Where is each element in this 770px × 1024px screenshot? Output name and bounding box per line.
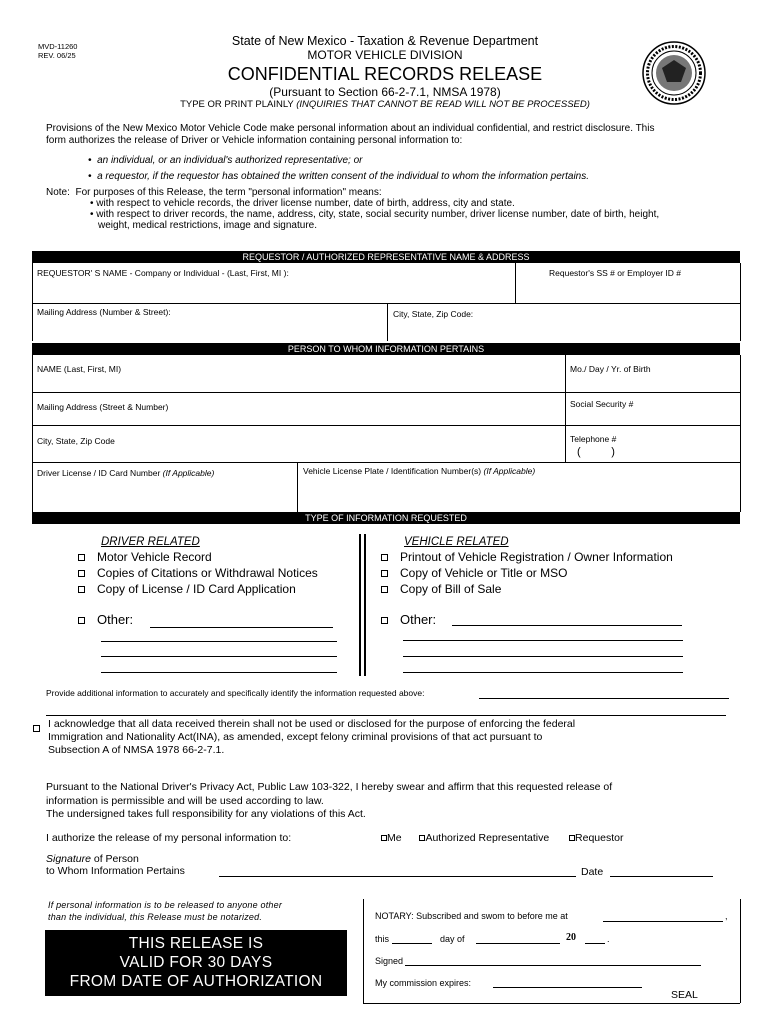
ack-checkbox[interactable]: [33, 720, 40, 738]
person-ssn-label: Social Security #: [570, 399, 634, 409]
vehicle-other-line-4[interactable]: [403, 672, 683, 673]
requestor-name-field[interactable]: [34, 280, 514, 302]
requestor-name-label: REQUESTOR' S NAME - Company or Individual - (Last, First, MI ):: [37, 268, 289, 278]
intro-text: Provisions of the New Mexico Motor Vehicle Code make personal information about an individual confidential, and restrict disclosure. This form authorizes the release of Driver or Vehicle information containing personal information to:: [46, 123, 655, 146]
note-text: Note: For purposes of this Release, the term "personal information" means: • with respect to vehicle records, the driver license number, date of birth, address, city and state. • with respect to driver records, the name, address, city, state, social security number, driver license number, date of birth, height, weight, medical restrictions, image and signature.: [46, 187, 660, 231]
checkbox[interactable]: [381, 570, 388, 577]
person-phone-field[interactable]: ( ): [577, 446, 615, 458]
checkbox[interactable]: [78, 554, 85, 561]
date-line[interactable]: [610, 876, 713, 877]
vehicle-option-registration[interactable]: Printout of Vehicle Registration / Owner Information: [381, 550, 673, 564]
requestor-ssn-label: Requestor's SS # or Employer ID #: [549, 268, 682, 278]
vehicle-other-line-1[interactable]: [452, 625, 682, 626]
validity-notice: THIS RELEASE IS VALID FOR 30 DAYS FROM DATE OF AUTHORIZATION: [45, 930, 347, 996]
notary-this-label: this: [375, 934, 390, 944]
additional-info-line-2[interactable]: [46, 715, 726, 716]
form-id: MVD-11260 REV. 06/25: [38, 42, 78, 60]
signature-label: Signature of Person to Whom Information Pertains: [46, 853, 185, 877]
intro-bullets: • an individual, or an individual's authorized representative; or • a requestor, if the requestor has obtained the written consent of the individual to whom the information pertains.: [88, 155, 590, 182]
checkbox[interactable]: [78, 570, 85, 577]
notary-signed-label: Signed: [375, 956, 404, 966]
checkbox[interactable]: [78, 586, 85, 593]
person-dl-label: Driver License / ID Card Number (If Applicable): [37, 468, 215, 478]
driver-other-line-1[interactable]: [150, 627, 333, 628]
additional-info-label: Provide additional information to accurately and specifically identify the information requested above:: [46, 688, 425, 698]
agency-name: State of New Mexico - Taxation & Revenue Department: [231, 34, 539, 48]
requestor-ssn-field[interactable]: [517, 280, 739, 302]
page-title: CONFIDENTIAL RECORDS RELEASE: [227, 64, 543, 84]
checkbox[interactable]: [381, 554, 388, 561]
vehicle-other-line-2[interactable]: [403, 640, 683, 641]
person-plate-label: Vehicle License Plate / Identification Number(s) (If Applicable): [303, 466, 536, 476]
driver-other-line-4[interactable]: [101, 672, 337, 673]
division-name: MOTOR VEHICLE DIVISION: [307, 48, 463, 62]
person-name-field[interactable]: [34, 376, 562, 391]
pursuant-line: (Pursuant to Section 66-2-7.1, NMSA 1978): [269, 85, 501, 99]
person-mailing-field[interactable]: [34, 412, 562, 424]
opt-requestor[interactable]: Requestor: [569, 832, 623, 844]
notary-month-line[interactable]: [476, 943, 560, 944]
notarize-warning: If personal information is to be released to anyone other than the individual, this Release must be notarized.: [48, 900, 283, 922]
state-seal-icon: [641, 40, 707, 106]
column-divider: [359, 534, 361, 676]
person-dob-label: Mo./ Day / Yr. of Birth: [570, 364, 651, 374]
person-dl-field[interactable]: [34, 480, 296, 510]
signature-line[interactable]: [219, 876, 576, 877]
info-type-section-bar: TYPE OF INFORMATION REQUESTED: [32, 512, 740, 524]
checkbox[interactable]: [381, 586, 388, 593]
notary-seal-label: SEAL: [671, 989, 698, 1001]
driver-option-mvr[interactable]: Motor Vehicle Record: [78, 550, 212, 564]
person-section-bar: PERSON TO WHOM INFORMATION PERTAINS: [32, 343, 740, 355]
notary-commission-label: My commission expires:: [375, 978, 472, 988]
driver-other-line-3[interactable]: [101, 656, 337, 657]
requestor-mailing-label: Mailing Address (Number & Street):: [37, 307, 171, 317]
checkbox[interactable]: [381, 617, 388, 624]
person-city-field[interactable]: [34, 446, 562, 460]
requestor-city-field[interactable]: [389, 321, 739, 341]
notary-commission-line[interactable]: [493, 987, 642, 988]
opt-authorized-rep[interactable]: Authorized Representative: [419, 832, 549, 844]
notary-dayof-label: day of: [440, 934, 465, 944]
driver-other-line-2[interactable]: [101, 641, 337, 642]
ack-text: I acknowledge that all data received therein shall not be used or disclosed for the purpose of enforcing the federal Immigration and Nationality Act(INA), as amended, except felony criminal provisions of that act pursuant to Subsection A of NMSA 1978 66-2-7.1.: [48, 718, 576, 756]
notary-year-line[interactable]: [585, 943, 605, 944]
person-city-label: City, State, Zip Code: [37, 436, 115, 446]
driver-option-license-app[interactable]: Copy of License / ID Card Application: [78, 582, 296, 596]
notary-year-prefix: 20: [566, 932, 576, 943]
authorize-label: I authorize the release of my personal information to:: [46, 832, 292, 844]
person-phone-label: Telephone #: [570, 434, 617, 444]
driver-option-other[interactable]: Other:: [78, 612, 133, 627]
vehicle-option-bill-of-sale[interactable]: Copy of Bill of Sale: [381, 582, 501, 596]
requestor-city-label: City, State, Zip Code:: [393, 309, 474, 319]
vehicle-option-title[interactable]: Copy of Vehicle or Title or MSO: [381, 566, 567, 580]
person-mailing-label: Mailing Address (Street & Number): [37, 402, 169, 412]
person-plate-field[interactable]: [299, 478, 739, 510]
person-ssn-field[interactable]: [567, 410, 739, 424]
requestor-section-bar: REQUESTOR / AUTHORIZED REPRESENTATIVE NAME & ADDRESS: [32, 251, 740, 263]
notary-signed-line[interactable]: [405, 965, 701, 966]
vehicle-option-other[interactable]: Other:: [381, 612, 436, 627]
checkbox[interactable]: [78, 617, 85, 624]
notary-day-line[interactable]: [392, 943, 432, 944]
notary-location-line[interactable]: [603, 921, 723, 922]
vehicle-related-heading: VEHICLE RELATED: [404, 536, 509, 548]
vehicle-other-line-3[interactable]: [403, 656, 683, 657]
type-instruction: TYPE OR PRINT PLAINLY (INQUIRIES THAT CANNOT BE READ WILL NOT BE PROCESSED): [180, 99, 590, 110]
driver-option-citations[interactable]: Copies of Citations or Withdrawal Notices: [78, 566, 318, 580]
person-name-label: NAME (Last, First, MI): [37, 364, 122, 374]
additional-info-line-1[interactable]: [479, 698, 729, 699]
privacy-text: Pursuant to the National Driver's Privacy Act, Public Law 103-322, I hereby swear and affirm that this requested release of information is permissible and will be used according to law. The undersigned takes full responsibility for any violations of this Act.: [46, 781, 613, 820]
requestor-mailing-field[interactable]: [34, 319, 384, 341]
opt-me[interactable]: Me: [381, 832, 402, 844]
authorize-options: [381, 832, 623, 844]
notary-line-label: NOTARY: Subscribed and swom to before me at: [375, 911, 568, 921]
driver-related-heading: DRIVER RELATED: [101, 536, 200, 548]
person-dob-field[interactable]: [567, 376, 739, 391]
date-label: Date: [581, 866, 604, 878]
